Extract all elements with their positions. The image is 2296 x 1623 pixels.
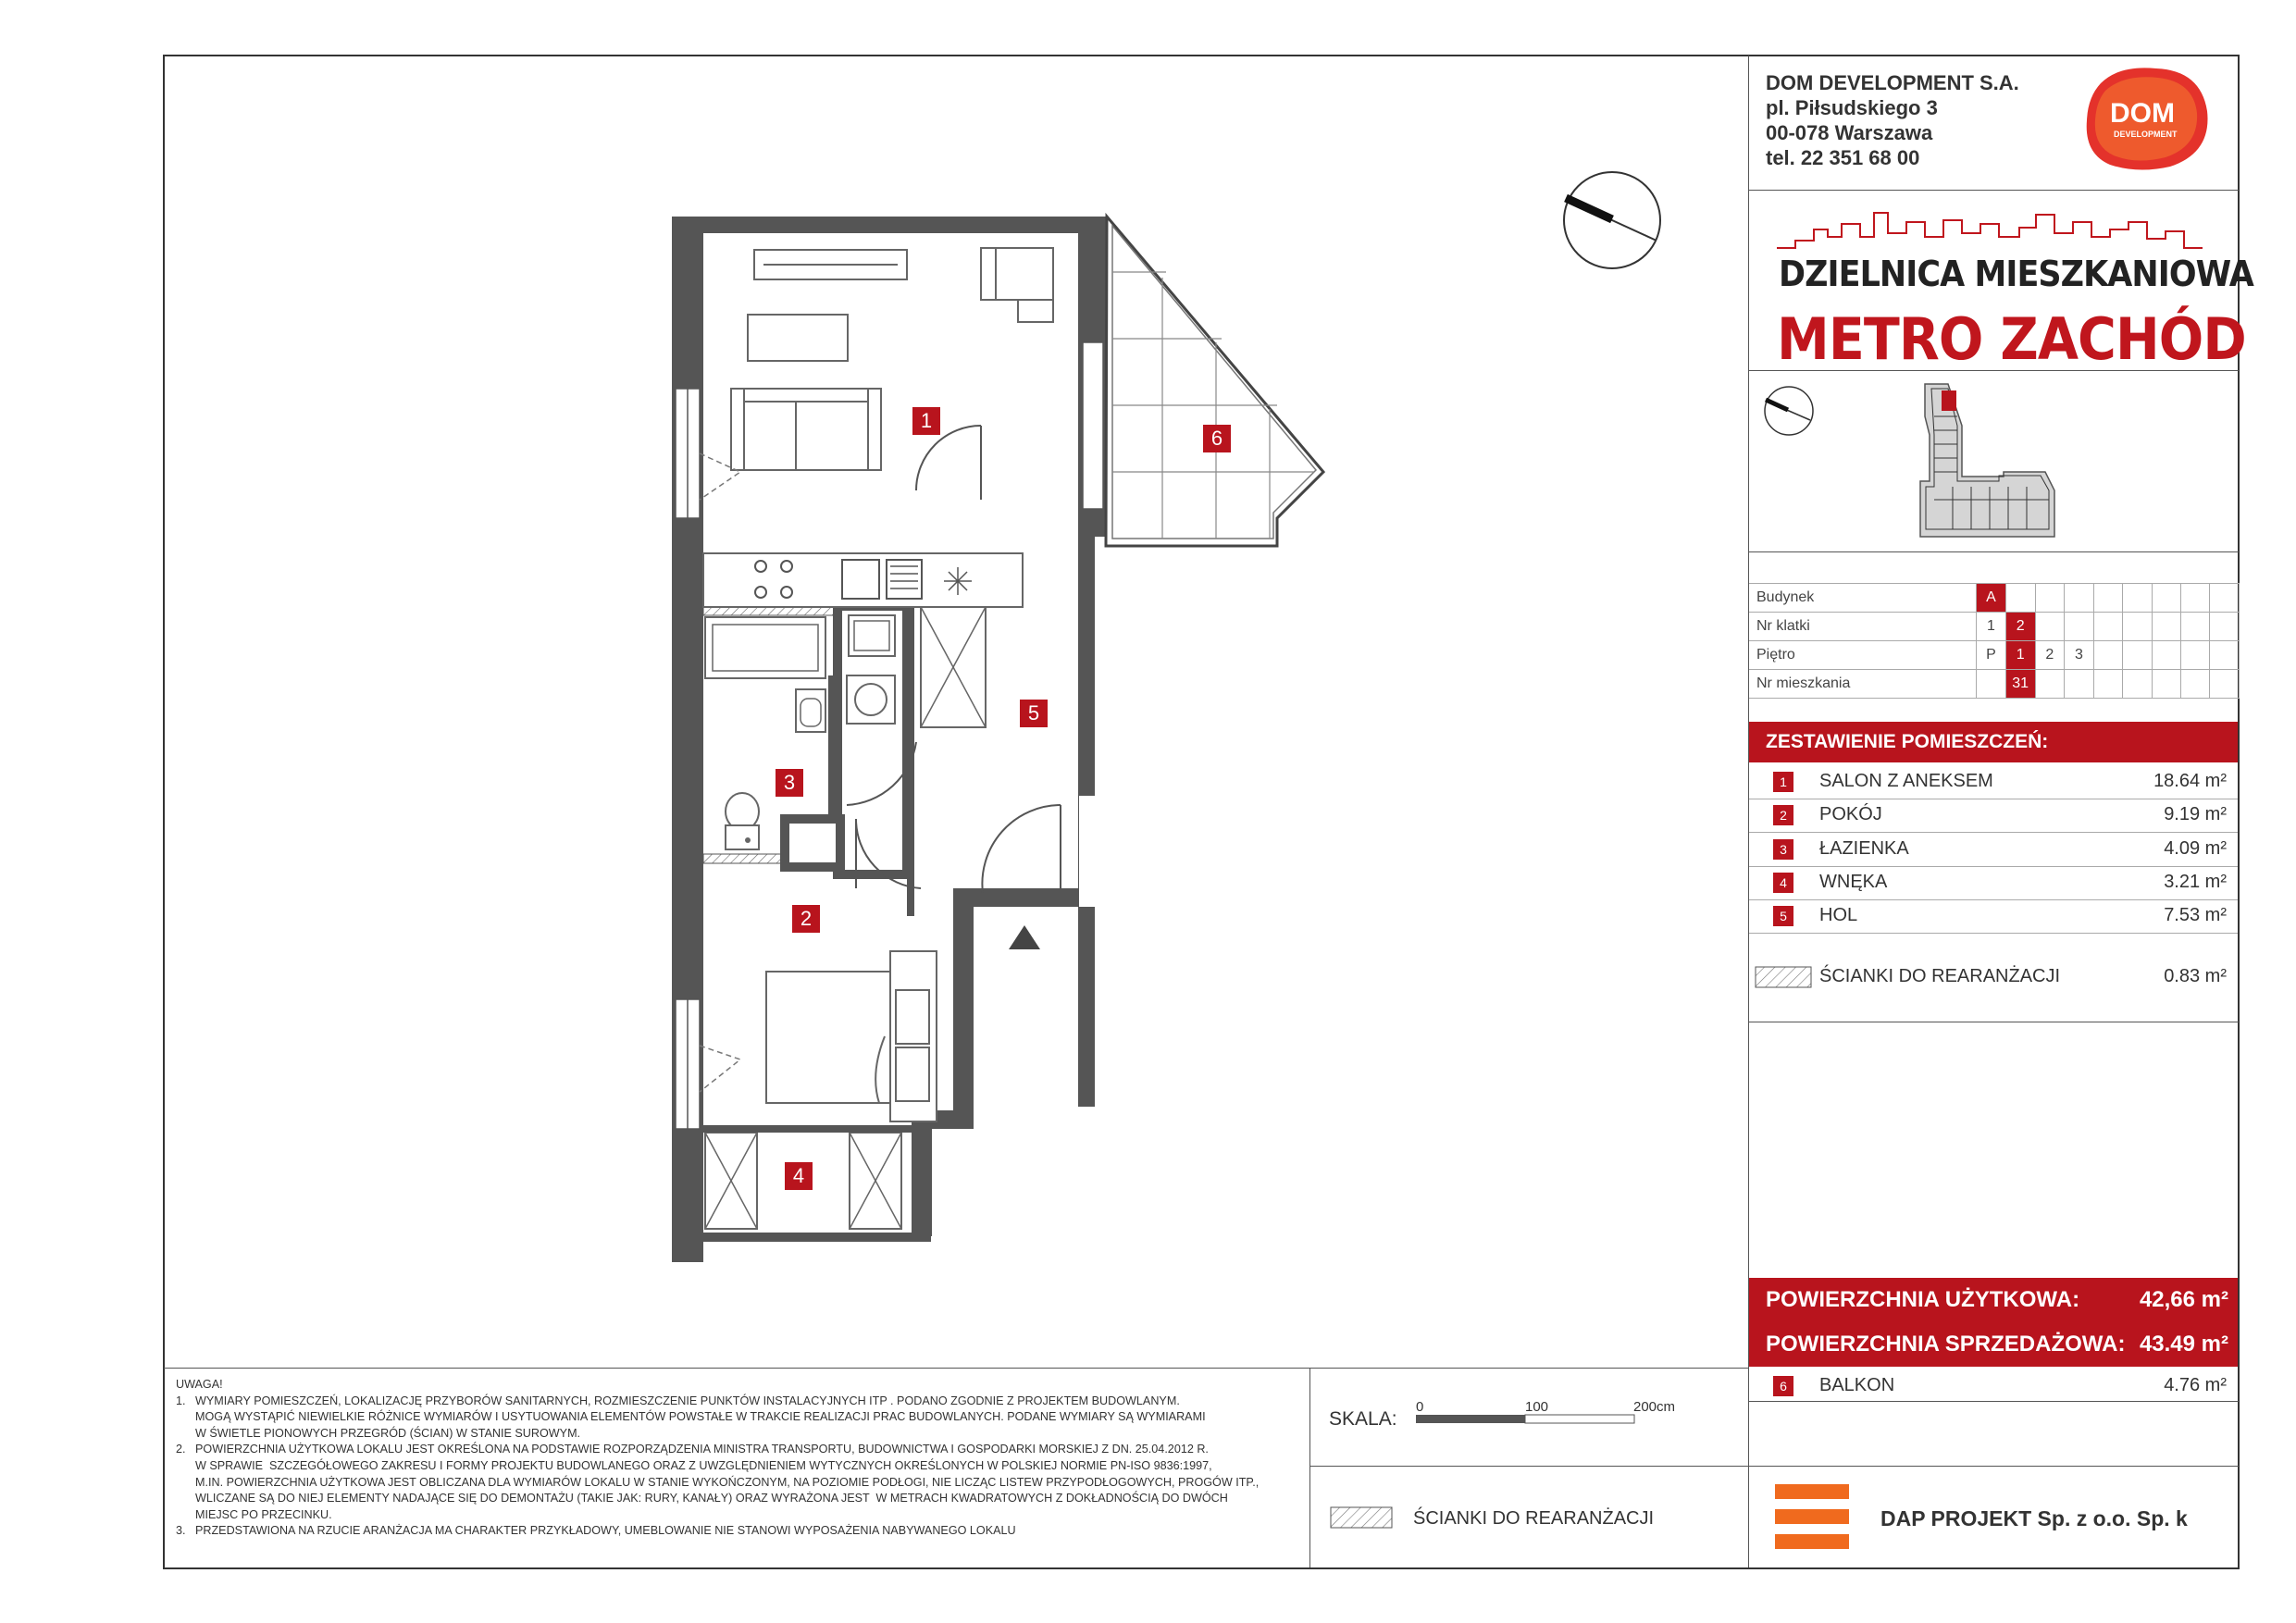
scale-tick-0: 0 (1416, 1399, 1424, 1415)
plan-label-room-2: 2 (792, 905, 820, 933)
dom-development-logo (2082, 65, 2212, 174)
room-area: 18.64 m² (2153, 771, 2227, 791)
divider-keyplan (1748, 551, 2239, 552)
info-cell: 2 (2005, 613, 2035, 641)
info-cell: 1 (2005, 641, 2035, 670)
room-number-badge: 1 (1773, 772, 1793, 792)
sale-area-label: POWIERZCHNIA SPRZEDAŻOWA: (1766, 1332, 2126, 1357)
room-row (1749, 799, 2238, 832)
legend-label: ŚCIANKI DO REARANŻACJI (1413, 1508, 1655, 1529)
plan-label-room-5: 5 (1020, 700, 1048, 727)
info-label: Budynek (1749, 584, 1977, 613)
scale-tick-100: 100 (1525, 1399, 1549, 1415)
room-number-badge: 5 (1773, 906, 1793, 926)
project-line2: METRO ZACHÓD (1777, 305, 2246, 373)
room-name: BALKON (1819, 1375, 1895, 1395)
partitions-area: 0.83 m² (2164, 966, 2227, 986)
room-number-badge: 6 (1773, 1376, 1793, 1396)
room-name: POKÓJ (1819, 804, 1882, 824)
info-cell: A (1977, 584, 2006, 613)
legend-hatch-icon (1330, 1506, 1395, 1530)
dap-logo-icon (1775, 1484, 1849, 1551)
room-number-badge: 3 (1773, 839, 1793, 860)
room-number-badge: 2 (1773, 805, 1793, 825)
info-cell: 1 (1977, 613, 2006, 641)
compass-icon (1558, 167, 1666, 274)
info-row-stair (1749, 613, 2240, 641)
skyline-graphic (1777, 196, 2203, 257)
info-cell: 2 (2035, 641, 2065, 670)
balcony-row (1749, 1369, 2238, 1403)
info-label: Piętro (1749, 641, 1977, 670)
architect-name: DAP PROJEKT Sp. z o.o. Sp. k (1880, 1506, 2188, 1530)
room-area: 7.53 m² (2164, 905, 2227, 925)
key-compass-icon (1765, 387, 1813, 435)
info-cell: P (1977, 641, 2006, 670)
divider-scale (1309, 1466, 1749, 1467)
rooms-header: ZESTAWIENIE POMIESZCZEŃ: (1749, 722, 2238, 762)
partitions-name: ŚCIANKI DO REARANŻACJI (1819, 966, 2061, 986)
info-table (1749, 583, 2240, 699)
info-row-building (1749, 584, 2240, 613)
divider-architect (1748, 1466, 2239, 1467)
room-area: 9.19 m² (2164, 804, 2227, 824)
room-row (1749, 765, 2238, 799)
room-name: HOL (1819, 905, 1858, 925)
usable-area-value: 42,66 m² (2139, 1287, 2228, 1312)
plan-label-room-1: 1 (912, 407, 940, 435)
info-label: Nr mieszkania (1749, 670, 1977, 699)
divider-company (1748, 190, 2239, 191)
info-row-floor (1749, 641, 2240, 670)
room-area: 3.21 m² (2164, 872, 2227, 892)
divider-notes (1309, 1368, 1310, 1567)
room-row (1749, 899, 2238, 933)
notes-text: UWAGA! 1. WYMIARY POMIESZCZEŃ, LOKALIZACJĘ PRZYBORÓW SANITARNYCH, ROZMIESZCZENIE PUNKTÓW INSTALACYJNYCH ITP . PODANO ZGODNIE Z PROJEKTEM BUDOWLANYM. MOGĄ WYSTĄPIĆ NIEWIELKIE RÓŻNICE WYMIARÓW I USYTUOWANIA ELEMENTÓW POWSTAŁE W TRAKCIE REALIZACJI PRAC BUDOWLANYCH. PODANE WYMIARY SĄ WYMIARAMI W ŚWIETLE PIONOWYCH PRZEGRÓD (ŚCIAN) W STANIE SUROWYM. 2. POWIERZCHNIA UŻYTKOWA LOKALU JEST OKREŚLONA NA PODSTAWIE ROZPORZĄDZENIA MINISTRA TRANSPORTU, BUDOWNICTWA I GOSPODARKI MORSKIEJ Z DN. 25.04.2012 R. W SPRAWIE SZCZEGÓŁOWEGO ZAKRESU I FORMY PROJEKTU BUDOWLANEGO ORAZ Z UWZGLĘDNIENIEM WYTYCZNYCH OKREŚLONYCH W POLSKIEJ NORMIE PN-ISO 9836:1997, M.IN. POWIERZCHNIA UŻYTKOWA JEST OBLICZANA DLA WYMIARÓW LOKALU W STANIE WYKOŃCZONYM, NA POZIOMIE PODŁOGI, NIE LICZĄC LISTEW PRZYPODŁOGOWYCH, PROGÓW ITP., WLICZANE SĄ DO NIEJ ELEMENTY NADAJĄCE SIĘ DO DEMONTAŻU (TAKIE JAK: RURY, KANAŁY) ORAZ WYRAŻONA JEST W METRACH KWADRATOWYCH Z DOKŁADNOŚCIĄ DO DWÓCH MIEJSC PO PRZECINKU. 3. PRZEDSTAWIONA NA RZUCIE ARANŻACJA MA CHARAKTER PRZYKŁADOWY, UMEBLOWANIE NIE STANOWI WYPOSAŻENIA NABYWANEGO LOKALU (176, 1378, 1260, 1538)
scale-label: SKALA: (1329, 1408, 1397, 1430)
usable-area-bar (1749, 1278, 2238, 1322)
room-area: 4.76 m² (2164, 1375, 2227, 1395)
logo-text: DOM (2110, 98, 2175, 129)
room-area: 4.09 m² (2164, 838, 2227, 859)
room-row (1749, 866, 2238, 899)
room-number-badge: 4 (1773, 873, 1793, 893)
company-name: DOM DEVELOPMENT S.A. (1766, 71, 2019, 94)
plan-label-room-3: 3 (776, 769, 803, 797)
logo-subtext: DEVELOPMENT (2114, 130, 2178, 139)
company-block (1766, 70, 2019, 170)
scale-bar (1416, 1414, 1638, 1425)
scale-tick-200: 200cm (1633, 1399, 1676, 1415)
sale-area-bar (1749, 1322, 2238, 1367)
room-row (1749, 833, 2238, 866)
usable-area-label: POWIERZCHNIA UŻYTKOWA: (1766, 1287, 2080, 1312)
key-plan (1758, 379, 2184, 546)
plan-label-room-6: 6 (1203, 425, 1231, 452)
info-cell: 31 (2005, 670, 2035, 699)
info-row-apartment (1749, 670, 2240, 699)
info-label: Nr klatki (1749, 613, 1977, 641)
plan-label-room-4: 4 (785, 1162, 813, 1190)
room-name: SALON Z ANEKSEM (1819, 771, 1993, 791)
info-cell: 3 (2065, 641, 2094, 670)
sale-area-value: 43.49 m² (2139, 1332, 2228, 1357)
hatch-swatch-icon (1755, 966, 1812, 988)
company-city: 00-078 Warszawa (1766, 121, 1933, 144)
company-phone: tel. 22 351 68 00 (1766, 146, 1920, 169)
room-name: ŁAZIENKA (1819, 838, 1909, 859)
room-name: WNĘKA (1819, 872, 1888, 892)
partitions-row (1749, 960, 2238, 994)
project-line1: DZIELNICA MIESZKANIOWA (1779, 254, 2253, 294)
floor-plan (648, 204, 1351, 1286)
divider-bottom (164, 1368, 1749, 1369)
company-street: pl. Piłsudskiego 3 (1766, 96, 1938, 119)
